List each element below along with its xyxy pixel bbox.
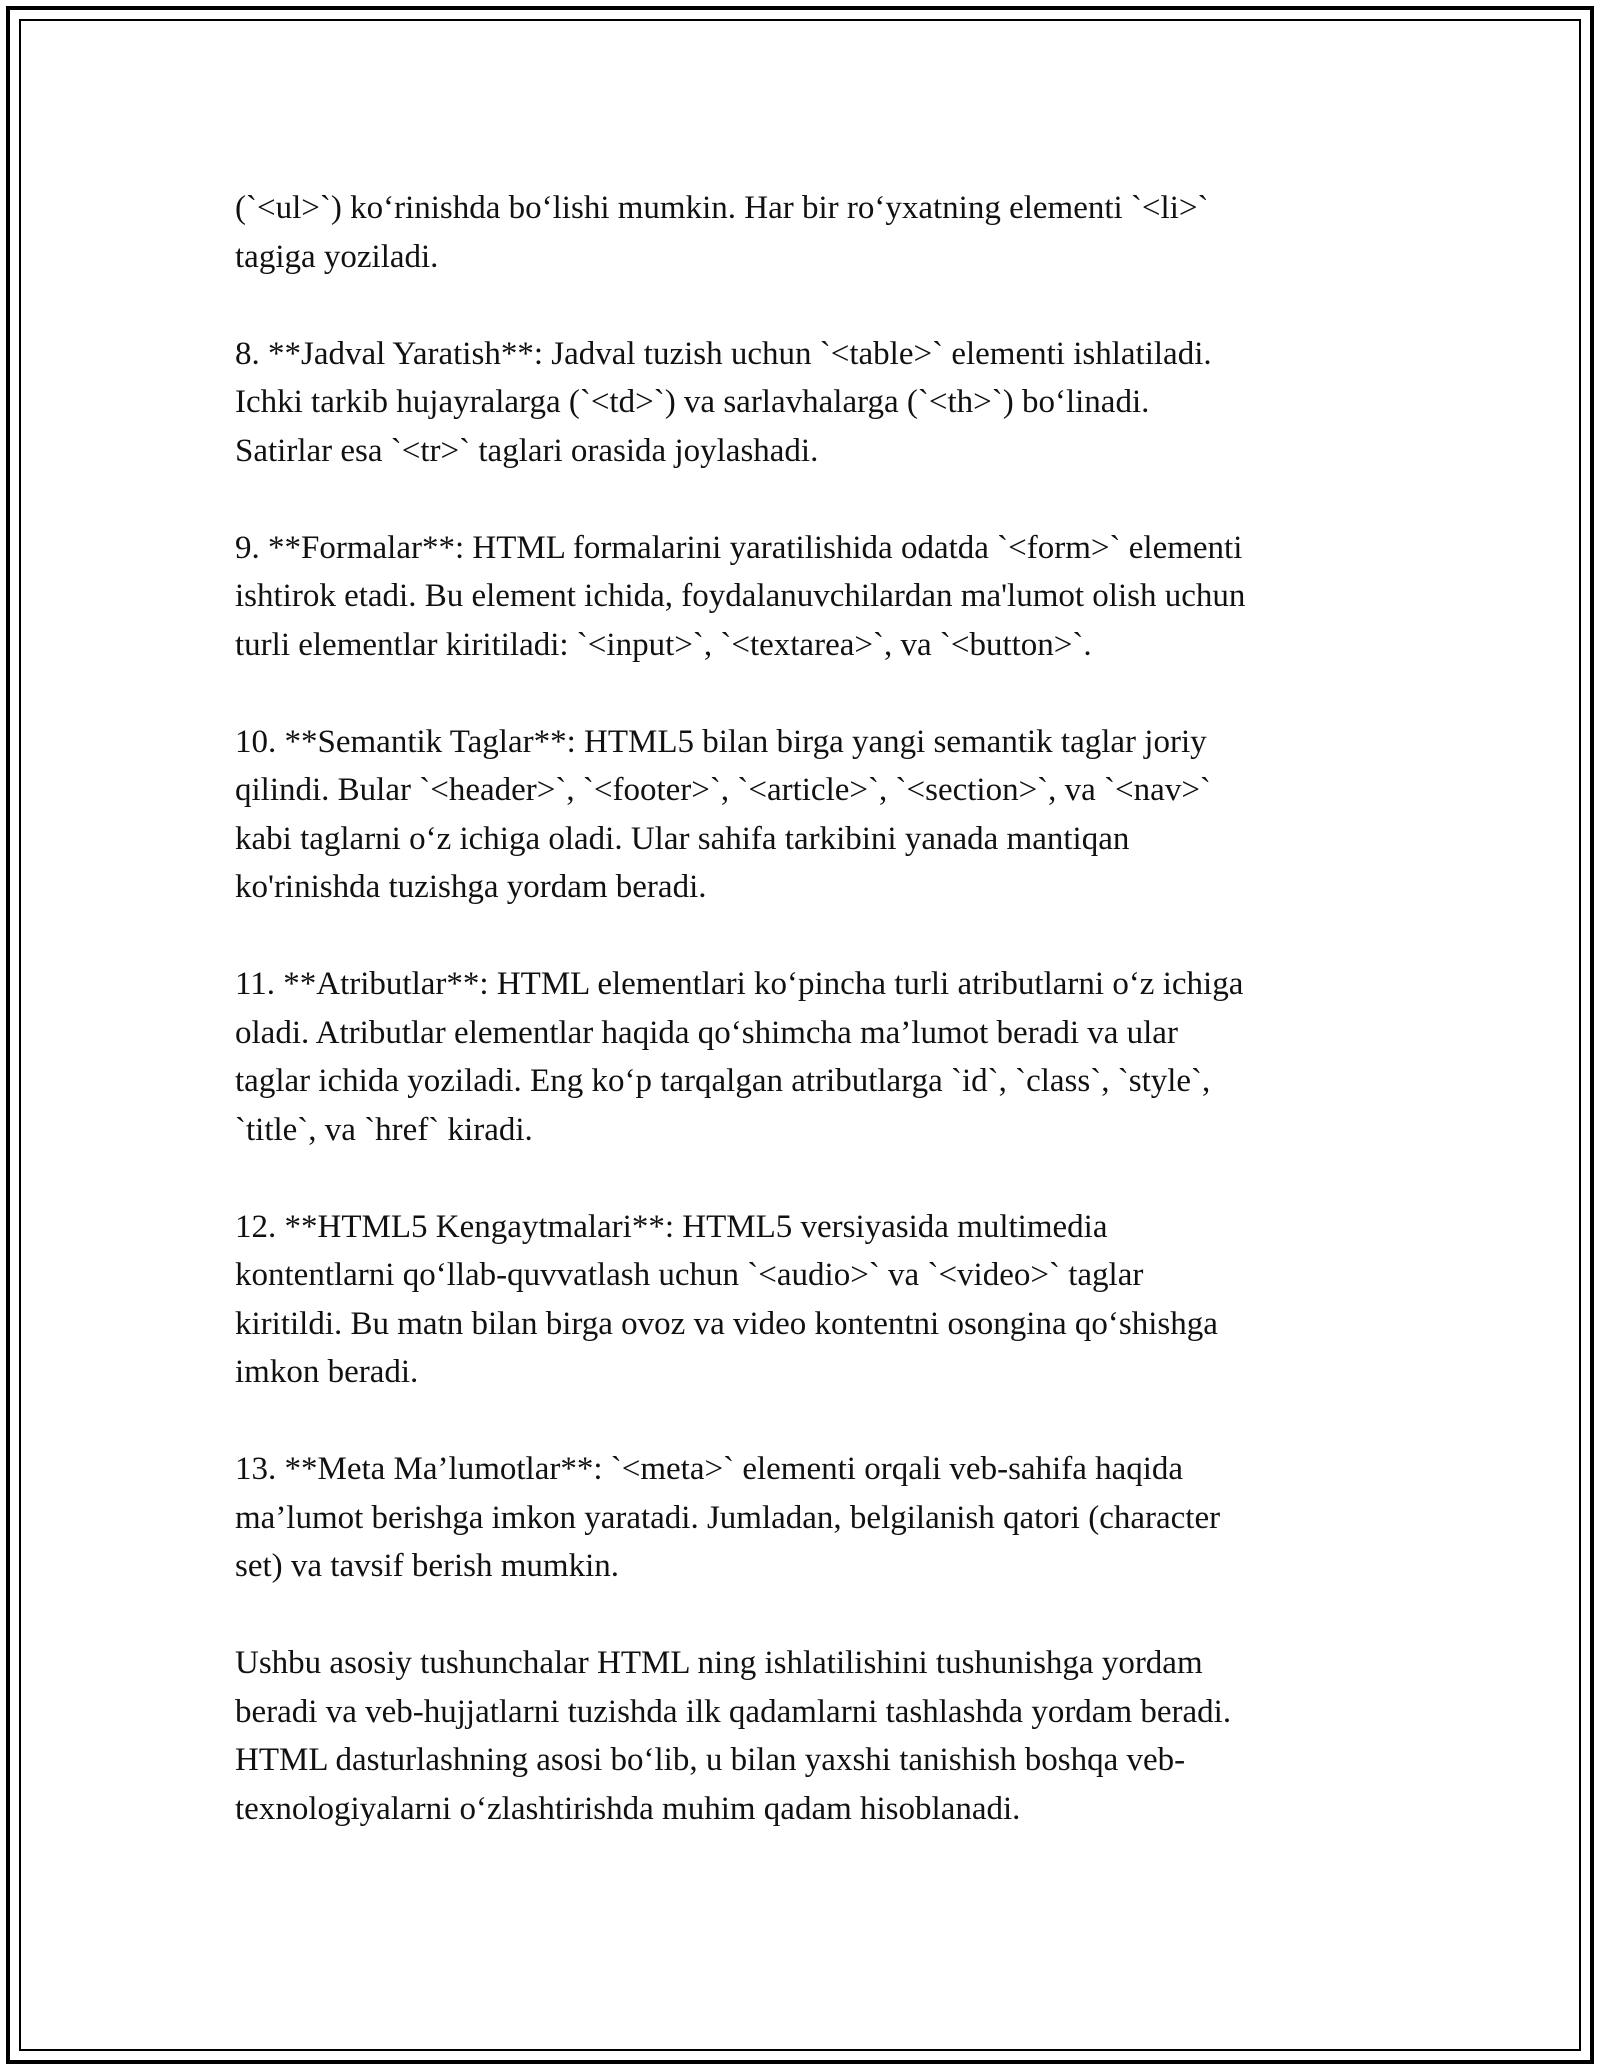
document-body	[235, 184, 1385, 1833]
paragraph-conclusion: Ushbu asosiy tushunchalar HTML ning ishlatilishini tushunishga yordam beradi va veb-hujjatlarni tuzishda ilk qadamlarni tashlashda yordam beradi. HTML dasturlashning asosi bo‘lib, u bilan yaxshi tanishish boshqa veb- texnologiyalarni o‘zlashtirishda muhim qadam hisoblanadi.	[235, 1645, 1232, 1827]
paragraph-list-continuation: (`<ul>`) ko‘rinishda bo‘lishi mumkin. Har bir ro‘yxatning elementi `<li>` tagiga yoziladi.	[235, 190, 1209, 275]
paragraph-formalar: 9. **Formalar**: HTML formalarini yaratilishida odatda `<form>` elementi ishtirok etadi. Bu element ichida, foydalanuvchilardan ma'lumot olish uchun turli elementlar kiritiladi: `<input>`, `<textarea>`, va `<button>`.	[235, 529, 1246, 663]
paragraph-atributlar: 11. **Atributlar**: HTML elementlari ko‘pincha turli atributlarni o‘z ichiga oladi. Atributlar elementlar haqida qo‘shimcha ma’lumot beradi va ular taglar ichida yoziladi. Eng ko‘p tarqalgan atributlarga `id`, `class`, `style`, `title`, va `href` kiradi.	[235, 966, 1244, 1148]
paragraph-jadval-yaratish: 8. **Jadval Yaratish**: Jadval tuzish uchun `<table>` elementi ishlatiladi. Ichki tarkib hujayralarga (`<td>`) va sarlavhalarga (`<th>`) bo‘linadi. Satirlar esa `<tr>` taglari orasida joylashadi.	[235, 335, 1212, 469]
paragraph-semantik-taglar: 10. **Semantik Taglar**: HTML5 bilan birga yangi semantik taglar joriy qilindi. Bular `<header>`, `<footer>`, `<article>`, `<section>`, va `<nav>` kabi taglarni o‘z ichiga oladi. Ular sahifa tarkibini yanada mantiqan ko'rinishda tuzishga yordam beradi.	[235, 723, 1211, 905]
paragraph-meta-malumotlar: 13. **Meta Ma’lumotlar**: `<meta>` elementi orqali veb-sahifa haqida ma’lumot berishga imkon yaratadi. Jumladan, belgilanish qatori (character set) va tavsif berish mumkin.	[235, 1451, 1221, 1584]
paragraph-html5-kengaytmalari: 12. **HTML5 Kengaytmalari**: HTML5 versiyasida multimedia kontentlarni qo‘llab-quvvatlash uchun `<audio>` va `<video>` taglar kiritildi. Bu matn bilan birga ovoz va video kontentni osongina qo‘shishga imkon beradi.	[235, 1208, 1218, 1390]
